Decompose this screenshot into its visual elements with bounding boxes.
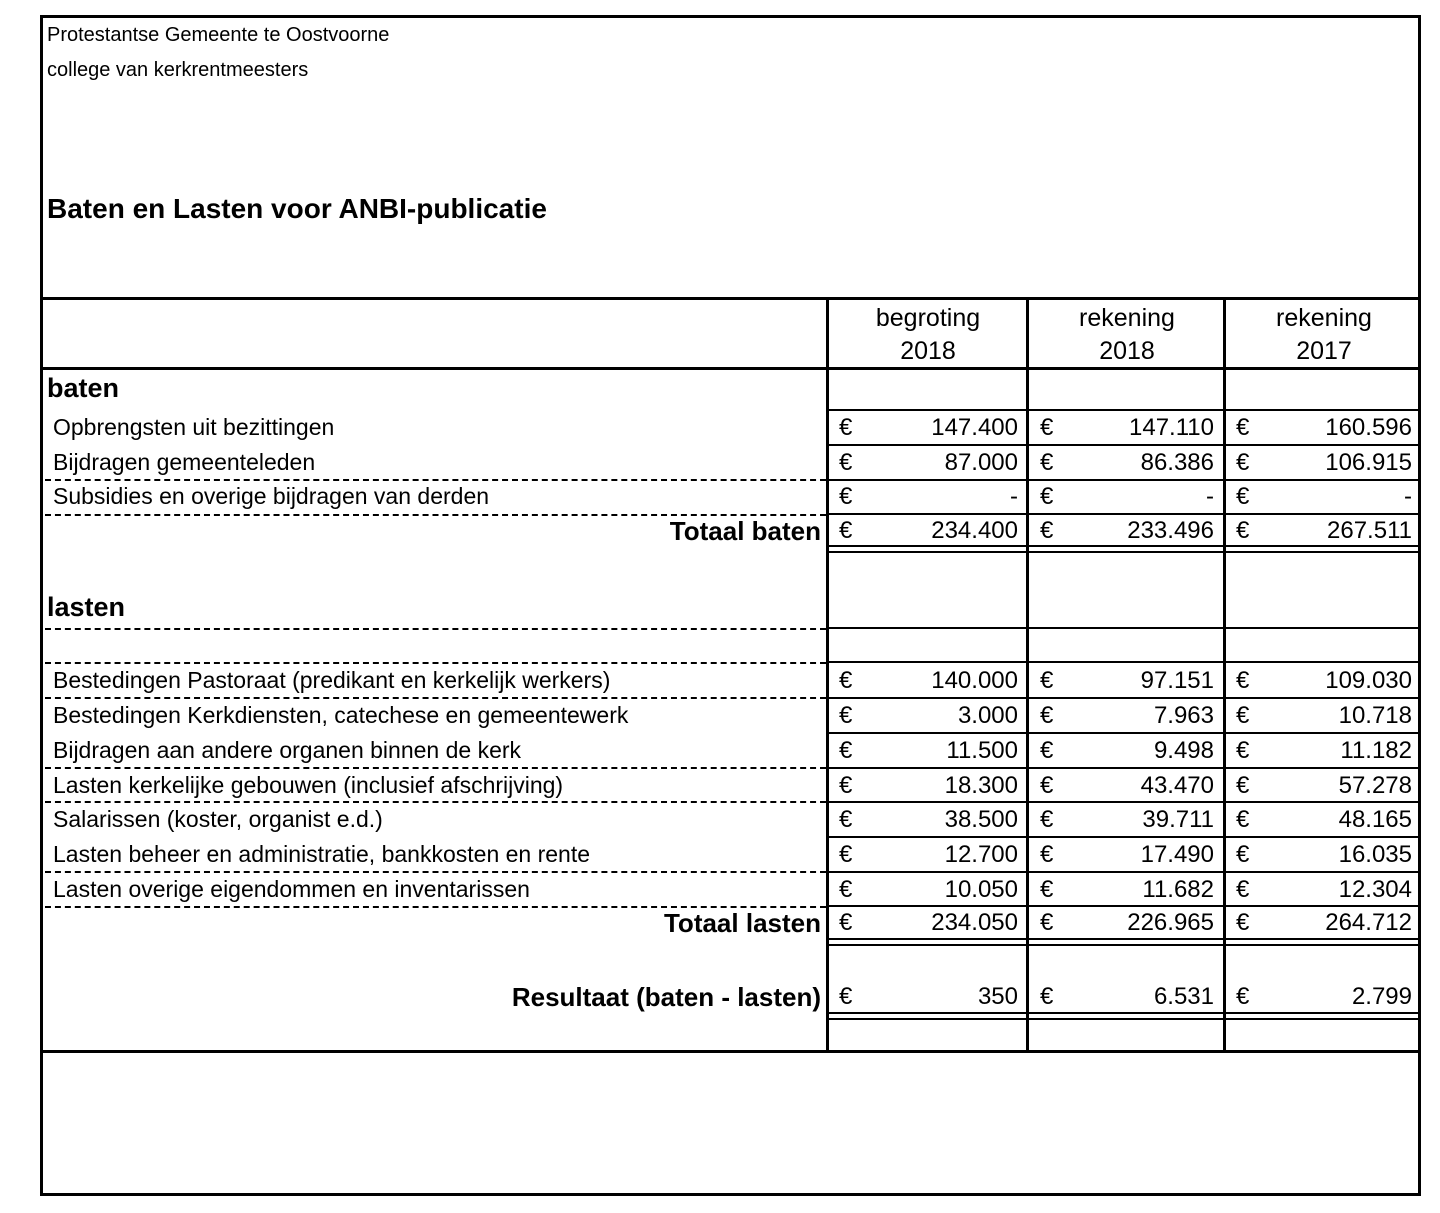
resultaat-label: Resultaat (baten - lasten) (511, 982, 821, 1012)
resultaat-currency-0: € (839, 983, 853, 1010)
lasten-row-3-currency-2: € (1236, 772, 1250, 799)
baten-row-1-currency-1: € (1040, 449, 1054, 476)
label-dashed-line-2 (45, 628, 826, 630)
baten-row-0-currency-1: € (1040, 414, 1054, 441)
lasten-row-6-currency-0: € (839, 876, 853, 903)
baten-row-1-value-0: 87.000 (944, 449, 1018, 476)
value-grid-line-7 (828, 661, 1421, 663)
lasten-row-0-value-1: 97.151 (1140, 667, 1214, 694)
lasten-row-2-value-1: 9.498 (1153, 737, 1214, 764)
label-dashed-line-0 (45, 479, 826, 481)
baten-total-currency-0: € (839, 517, 853, 544)
lasten-row-2-currency-0: € (839, 737, 853, 764)
baten-row-0-currency-2: € (1236, 414, 1250, 441)
department-name: college van kerkrentmeesters (47, 59, 309, 81)
value-grid-line-16 (828, 944, 1421, 946)
resultaat-value-2: 2.799 (1351, 983, 1412, 1010)
lasten-row-2-value-2: 11.182 (1340, 737, 1412, 764)
lasten-row-4-value-2: 48.165 (1338, 806, 1412, 833)
baten-row-0-value-1: 147.110 (1129, 414, 1214, 441)
lasten-row-0-value-2: 109.030 (1325, 667, 1412, 694)
value-grid-line-5 (828, 551, 1421, 553)
column-header-rekening-2017: rekening 2017 (1276, 304, 1372, 365)
resultaat-value-0: 350 (977, 983, 1018, 1010)
lasten-row-label: Bestedingen Pastoraat (predikant en kerkelijk werkers) (53, 667, 611, 693)
lasten-row-1-value-2: 10.718 (1338, 702, 1412, 729)
lasten-row-1-value-0: 3.000 (957, 702, 1018, 729)
lasten-total-value-0: 234.050 (931, 909, 1018, 936)
lasten-row-3-value-0: 18.300 (944, 772, 1018, 799)
label-dashed-line-8 (45, 906, 826, 908)
lasten-row-2-value-0: 11.500 (946, 737, 1018, 764)
resultaat-currency-1: € (1040, 983, 1054, 1010)
table-bottom-line (40, 1050, 1421, 1053)
baten-row-1-currency-0: € (839, 449, 853, 476)
lasten-row-0-value-0: 140.000 (931, 667, 1018, 694)
lasten-row-3-currency-1: € (1040, 772, 1054, 799)
lasten-row-4-currency-1: € (1040, 806, 1054, 833)
label-dashed-line-6 (45, 801, 826, 803)
lasten-row-4-currency-2: € (1236, 806, 1250, 833)
document-title: Baten en Lasten voor ANBI-publicatie (47, 193, 547, 224)
lasten-total-value-1: 226.965 (1127, 909, 1214, 936)
resultaat-currency-2: € (1236, 983, 1250, 1010)
lasten-total-currency-2: € (1236, 909, 1250, 936)
baten-row-label: Bijdragen gemeenteleden (53, 449, 316, 475)
column-header-bottom-line (40, 367, 1421, 370)
baten-row-0-value-2: 160.596 (1325, 414, 1412, 441)
baten-row-1-value-1: 86.386 (1140, 449, 1214, 476)
value-grid-line-12 (828, 836, 1421, 838)
lasten-row-0-currency-0: € (839, 667, 853, 694)
lasten-row-6-currency-2: € (1236, 876, 1250, 903)
value-grid-line-1 (828, 444, 1421, 446)
value-grid-line-3 (828, 513, 1421, 515)
lasten-row-6-value-0: 10.050 (944, 876, 1018, 903)
lasten-total-currency-0: € (839, 909, 853, 936)
value-grid-line-17 (828, 1012, 1421, 1014)
column-divider-1 (1026, 299, 1029, 1053)
column-divider-2 (1223, 299, 1226, 1053)
value-grid-line-18 (828, 1018, 1421, 1020)
lasten-total-value-2: 264.712 (1325, 909, 1412, 936)
lasten-row-5-value-2: 16.035 (1338, 841, 1412, 868)
lasten-row-5-currency-1: € (1040, 841, 1054, 868)
lasten-row-label: Salarissen (koster, organist e.d.) (53, 806, 383, 832)
baten-total-value-0: 234.400 (931, 517, 1018, 544)
lasten-row-5-currency-0: € (839, 841, 853, 868)
lasten-row-3-value-1: 43.470 (1140, 772, 1214, 799)
baten-row-2-value-1: - (1206, 483, 1214, 510)
lasten-row-label: Bestedingen Kerkdiensten, catechese en gemeentewerk (53, 702, 629, 728)
value-grid-line-2 (828, 479, 1421, 481)
lasten-row-5-value-0: 12.700 (944, 841, 1018, 868)
lasten-row-6-value-2: 12.304 (1338, 876, 1412, 903)
baten-row-label: Subsidies en overige bijdragen van derden (53, 483, 490, 509)
baten-row-2-value-2: - (1404, 483, 1412, 510)
lasten-row-1-value-1: 7.963 (1153, 702, 1214, 729)
baten-row-0-value-0: 147.400 (931, 414, 1018, 441)
baten-row-2-currency-1: € (1040, 483, 1054, 510)
lasten-row-6-currency-1: € (1040, 876, 1054, 903)
value-grid-line-9 (828, 732, 1421, 734)
lasten-row-label: Lasten overige eigendommen en inventarissen (53, 876, 530, 902)
header-separator-line (40, 297, 1421, 300)
lasten-row-4-value-1: 39.711 (1142, 806, 1214, 833)
lasten-row-0-currency-1: € (1040, 667, 1054, 694)
baten-total-label: Totaal baten (669, 516, 821, 546)
lasten-row-6-value-1: 11.682 (1142, 876, 1214, 903)
column-divider-0 (826, 299, 829, 1053)
value-grid-line-6 (828, 627, 1421, 629)
baten-row-0-currency-0: € (839, 414, 853, 441)
baten-row-label: Opbrengsten uit bezittingen (53, 414, 335, 440)
lasten-total-currency-1: € (1040, 909, 1054, 936)
label-dashed-line-1 (45, 514, 826, 516)
column-header-rekening-2018: rekening 2018 (1079, 304, 1175, 365)
label-dashed-line-3 (45, 662, 826, 664)
baten-row-2-value-0: - (1010, 483, 1018, 510)
baten-total-value-2: 267.511 (1327, 517, 1412, 544)
lasten-row-label: Lasten beheer en administratie, bankkosten en rente (53, 841, 591, 867)
lasten-row-5-value-1: 17.490 (1140, 841, 1214, 868)
lasten-row-1-currency-2: € (1236, 702, 1250, 729)
lasten-row-2-currency-2: € (1236, 737, 1250, 764)
lasten-total-label: Totaal lasten (663, 908, 821, 938)
lasten-row-0-currency-2: € (1236, 667, 1250, 694)
value-grid-line-15 (828, 938, 1421, 940)
value-grid-line-8 (828, 697, 1421, 699)
lasten-row-label: Bijdragen aan andere organen binnen de kerk (53, 737, 522, 763)
lasten-row-4-currency-0: € (839, 806, 853, 833)
lasten-row-1-currency-0: € (839, 702, 853, 729)
resultaat-value-1: 6.531 (1153, 983, 1214, 1010)
lasten-row-2-currency-1: € (1040, 737, 1054, 764)
baten-row-2-currency-2: € (1236, 483, 1250, 510)
baten-total-currency-2: € (1236, 517, 1250, 544)
value-grid-line-13 (828, 871, 1421, 873)
label-dashed-line-7 (45, 871, 826, 873)
baten-row-2-currency-0: € (839, 483, 853, 510)
baten-total-value-1: 233.496 (1127, 517, 1214, 544)
value-grid-line-0 (828, 409, 1421, 411)
value-grid-line-11 (828, 801, 1421, 803)
value-grid-line-10 (828, 767, 1421, 769)
baten-total-currency-1: € (1040, 517, 1054, 544)
organization-name: Protestantse Gemeente te Oostvoorne (47, 24, 390, 46)
value-grid-line-4 (828, 545, 1421, 547)
label-dashed-line-4 (45, 697, 826, 699)
label-dashed-line-5 (45, 767, 826, 769)
lasten-row-3-value-2: 57.278 (1338, 772, 1412, 799)
lasten-row-3-currency-0: € (839, 772, 853, 799)
lasten-row-label: Lasten kerkelijke gebouwen (inclusief afschrijving) (53, 772, 564, 798)
value-grid-line-14 (828, 905, 1421, 907)
lasten-row-1-currency-1: € (1040, 702, 1054, 729)
lasten-heading: lasten (47, 592, 126, 622)
column-header-begroting-2018: begroting 2018 (875, 304, 981, 365)
lasten-row-5-currency-2: € (1236, 841, 1250, 868)
baten-heading: baten (47, 373, 120, 403)
baten-row-1-value-2: 106.915 (1325, 449, 1412, 476)
lasten-row-4-value-0: 38.500 (944, 806, 1018, 833)
baten-row-1-currency-2: € (1236, 449, 1250, 476)
